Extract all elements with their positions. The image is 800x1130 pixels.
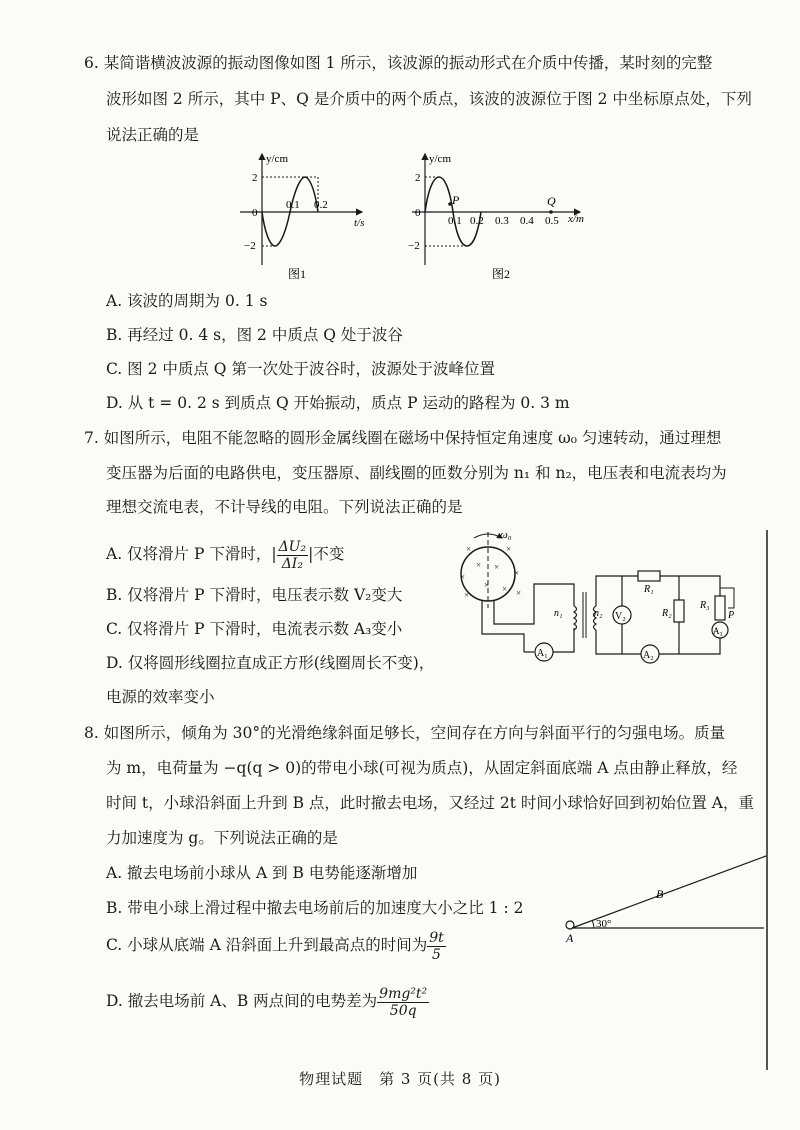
svg-text:×: × xyxy=(460,572,466,582)
q7-option-a xyxy=(106,537,344,572)
circuit-r2-label: R₂ xyxy=(662,608,672,619)
q7-option-a-denominator: ΔI₂ xyxy=(281,555,303,572)
q6-figure2 xyxy=(398,150,588,282)
incline-point-a: A xyxy=(566,931,574,945)
fig1-ytick-2: 2 xyxy=(252,172,258,184)
circuit-n1: n₁ xyxy=(554,608,563,619)
q8-option-c-denominator: 5 xyxy=(432,946,441,963)
q8-option-b: B. 带电小球上滑过程中撤去电场前后的加速度大小之比 1 : 2 xyxy=(106,899,524,917)
q8-option-d-prefix: D. 撤去电场前 A、B 两点间的电势差为 xyxy=(106,992,378,1010)
circuit-r3-label: R₃ xyxy=(700,600,710,611)
incline-point-b: B xyxy=(656,887,664,901)
q7-circuit-diagram xyxy=(442,528,742,670)
q8-option-c-fraction xyxy=(427,930,446,963)
q8-stem-line3: 时间 t，小球沿斜面上升到 B 点，此时撤去电场，又经过 2t 时间小球恰好回到初始位置 A，重 xyxy=(106,794,754,812)
q6-option-a: A. 该波的周期为 0. 1 s xyxy=(106,292,268,310)
ball xyxy=(566,921,574,929)
q8-stem-line4: 力加速度为 g。下列说法正确的是 xyxy=(106,829,338,847)
fig2-xtick-0.2: 0.2 xyxy=(470,215,484,227)
q7-option-d-line2: 电源的效率变小 xyxy=(106,688,215,706)
svg-text:×: × xyxy=(484,580,490,590)
q7-stem-line3: 理想交流电表，不计导线的电阻。下列说法正确的是 xyxy=(106,498,463,516)
circuit-a1-label: A₁ xyxy=(537,648,548,659)
fig1-xtick-0.1: 0.1 xyxy=(286,199,300,211)
fig2-label-p: P xyxy=(452,193,460,207)
circuit-omega: ω₀ xyxy=(500,529,512,541)
fig2-xtick-0.1: 0.1 xyxy=(448,215,462,227)
svg-text:×: × xyxy=(514,568,520,578)
fig2-point-q xyxy=(549,210,553,214)
q7-option-c: C. 仅将滑片 P 下滑时，电流表示数 A₃变小 xyxy=(106,620,403,638)
svg-text:×: × xyxy=(464,590,470,600)
q8-stem-line2: 为 m，电荷量为 −q(q > 0)的带电小球(可视为质点)，从固定斜面底端 A 点由静止释放，经 xyxy=(106,759,738,777)
q8-option-c-prefix: C. 小球从底端 A 沿斜面上升到最高点的时间为 xyxy=(106,936,428,954)
q6-stem-line3: 说法正确的是 xyxy=(106,126,200,144)
svg-text:×: × xyxy=(466,544,472,554)
fig2-caption: 图2 xyxy=(492,267,511,281)
q6-stem-line1: 6. 某简谐横波波源的振动图像如图 1 所示，该波源的振动形式在介质中传播，某时刻的完整 xyxy=(84,54,713,72)
svg-text:×: × xyxy=(506,544,512,554)
incline-angle-label: 30° xyxy=(596,918,612,930)
fig1-caption: 图1 xyxy=(288,267,307,281)
scan-edge-line xyxy=(766,530,768,1070)
q7-option-a-numerator: ΔU₂ xyxy=(278,538,307,555)
q8-option-c xyxy=(106,928,446,963)
q7-stem-line1: 7. 如图所示，电阻不能忽略的圆形金属线圈在磁场中保持恒定角速度 ω₀ 匀速转动，通过理想 xyxy=(84,429,722,447)
q7-option-a-suffix: |不变 xyxy=(308,545,345,563)
fig2-ytick-neg2: −2 xyxy=(408,240,420,252)
q8-option-d xyxy=(106,984,429,1019)
fig2-ytick-2: 2 xyxy=(415,172,421,184)
circuit-v2-label: V₂ xyxy=(615,611,626,622)
fig1-xtick-0.2: 0.2 xyxy=(314,199,328,211)
fig2-xtick-0.5: 0.5 xyxy=(545,215,559,227)
q8-stem-line1: 8. 如图所示，倾角为 30°的光滑绝缘斜面足够长，空间存在方向与斜面平行的匀强电场。质量 xyxy=(84,724,726,742)
q8-option-c-numerator: 9t xyxy=(429,929,444,946)
fig2-xtick-0.3: 0.3 xyxy=(495,215,509,227)
fig2-xlabel: x/m xyxy=(568,213,584,225)
fig1-ylabel: y/cm xyxy=(266,153,288,165)
fig1-xlabel: t/s xyxy=(354,217,365,229)
fig2-ytick-0: 0 xyxy=(415,207,421,219)
resistor-r2 xyxy=(674,600,684,622)
svg-text:×: × xyxy=(494,562,500,572)
circuit-n2: n₂ xyxy=(594,608,603,619)
q8-option-d-numerator: 9mg²t² xyxy=(379,985,428,1002)
circuit-a3-label: A₃ xyxy=(713,626,723,636)
svg-text:×: × xyxy=(502,584,508,594)
q7-stem-line2: 变压器为后面的电路供电，变压器原、副线圈的匝数分别为 n₁ 和 n₂，电压表和电流表均为 xyxy=(106,464,727,482)
q8-option-a: A. 撤去电场前小球从 A 到 B 电势能逐渐增加 xyxy=(106,864,418,882)
svg-text:×: × xyxy=(516,588,522,598)
q7-option-d-line1: D. 仅将圆形线圈拉直成正方形(线圈周长不变)， xyxy=(106,654,435,672)
page-footer: 物理试题 第 3 页(共 8 页) xyxy=(299,1070,501,1088)
fig1-ytick-0: 0 xyxy=(252,207,258,219)
q6-option-c: C. 图 2 中质点 Q 第一次处于波谷时，波源处于波峰位置 xyxy=(106,360,495,378)
circuit-r1-label: R₁ xyxy=(644,584,654,595)
q8-option-d-fraction xyxy=(377,986,429,1019)
q6-option-b: B. 再经过 0. 4 s，图 2 中质点 Q 处于波谷 xyxy=(106,326,403,344)
resistor-r1 xyxy=(638,571,660,581)
fig2-ylabel: y/cm xyxy=(429,153,451,165)
q7-option-a-prefix: A. 仅将滑片 P 下滑时，| xyxy=(106,545,277,563)
q6-stem-line2: 波形如图 2 所示，其中 P、Q 是介质中的两个质点，该波的波源位于图 2 中坐标原点处，下列 xyxy=(106,90,752,108)
q6-figure1 xyxy=(222,150,372,282)
fig1-ytick-neg2: −2 xyxy=(244,240,256,252)
circuit-p-label: P xyxy=(728,610,735,621)
q7-option-b: B. 仅将滑片 P 下滑时，电压表示数 V₂变大 xyxy=(106,586,403,604)
rheostat-r3 xyxy=(715,596,725,620)
fig2-xtick-0.4: 0.4 xyxy=(520,215,534,227)
q8-option-d-denominator: 50q xyxy=(389,1002,417,1019)
circuit-a2-label: A₂ xyxy=(643,650,654,661)
primary-coil xyxy=(574,606,577,630)
q7-option-a-fraction xyxy=(277,539,309,572)
q8-incline-diagram xyxy=(558,850,772,946)
svg-text:×: × xyxy=(476,560,482,570)
q6-option-d: D. 从 t = 0. 2 s 到质点 Q 开始振动，质点 P 运动的路程为 0. 3 m xyxy=(106,394,570,412)
fig2-label-q: Q xyxy=(547,194,556,208)
